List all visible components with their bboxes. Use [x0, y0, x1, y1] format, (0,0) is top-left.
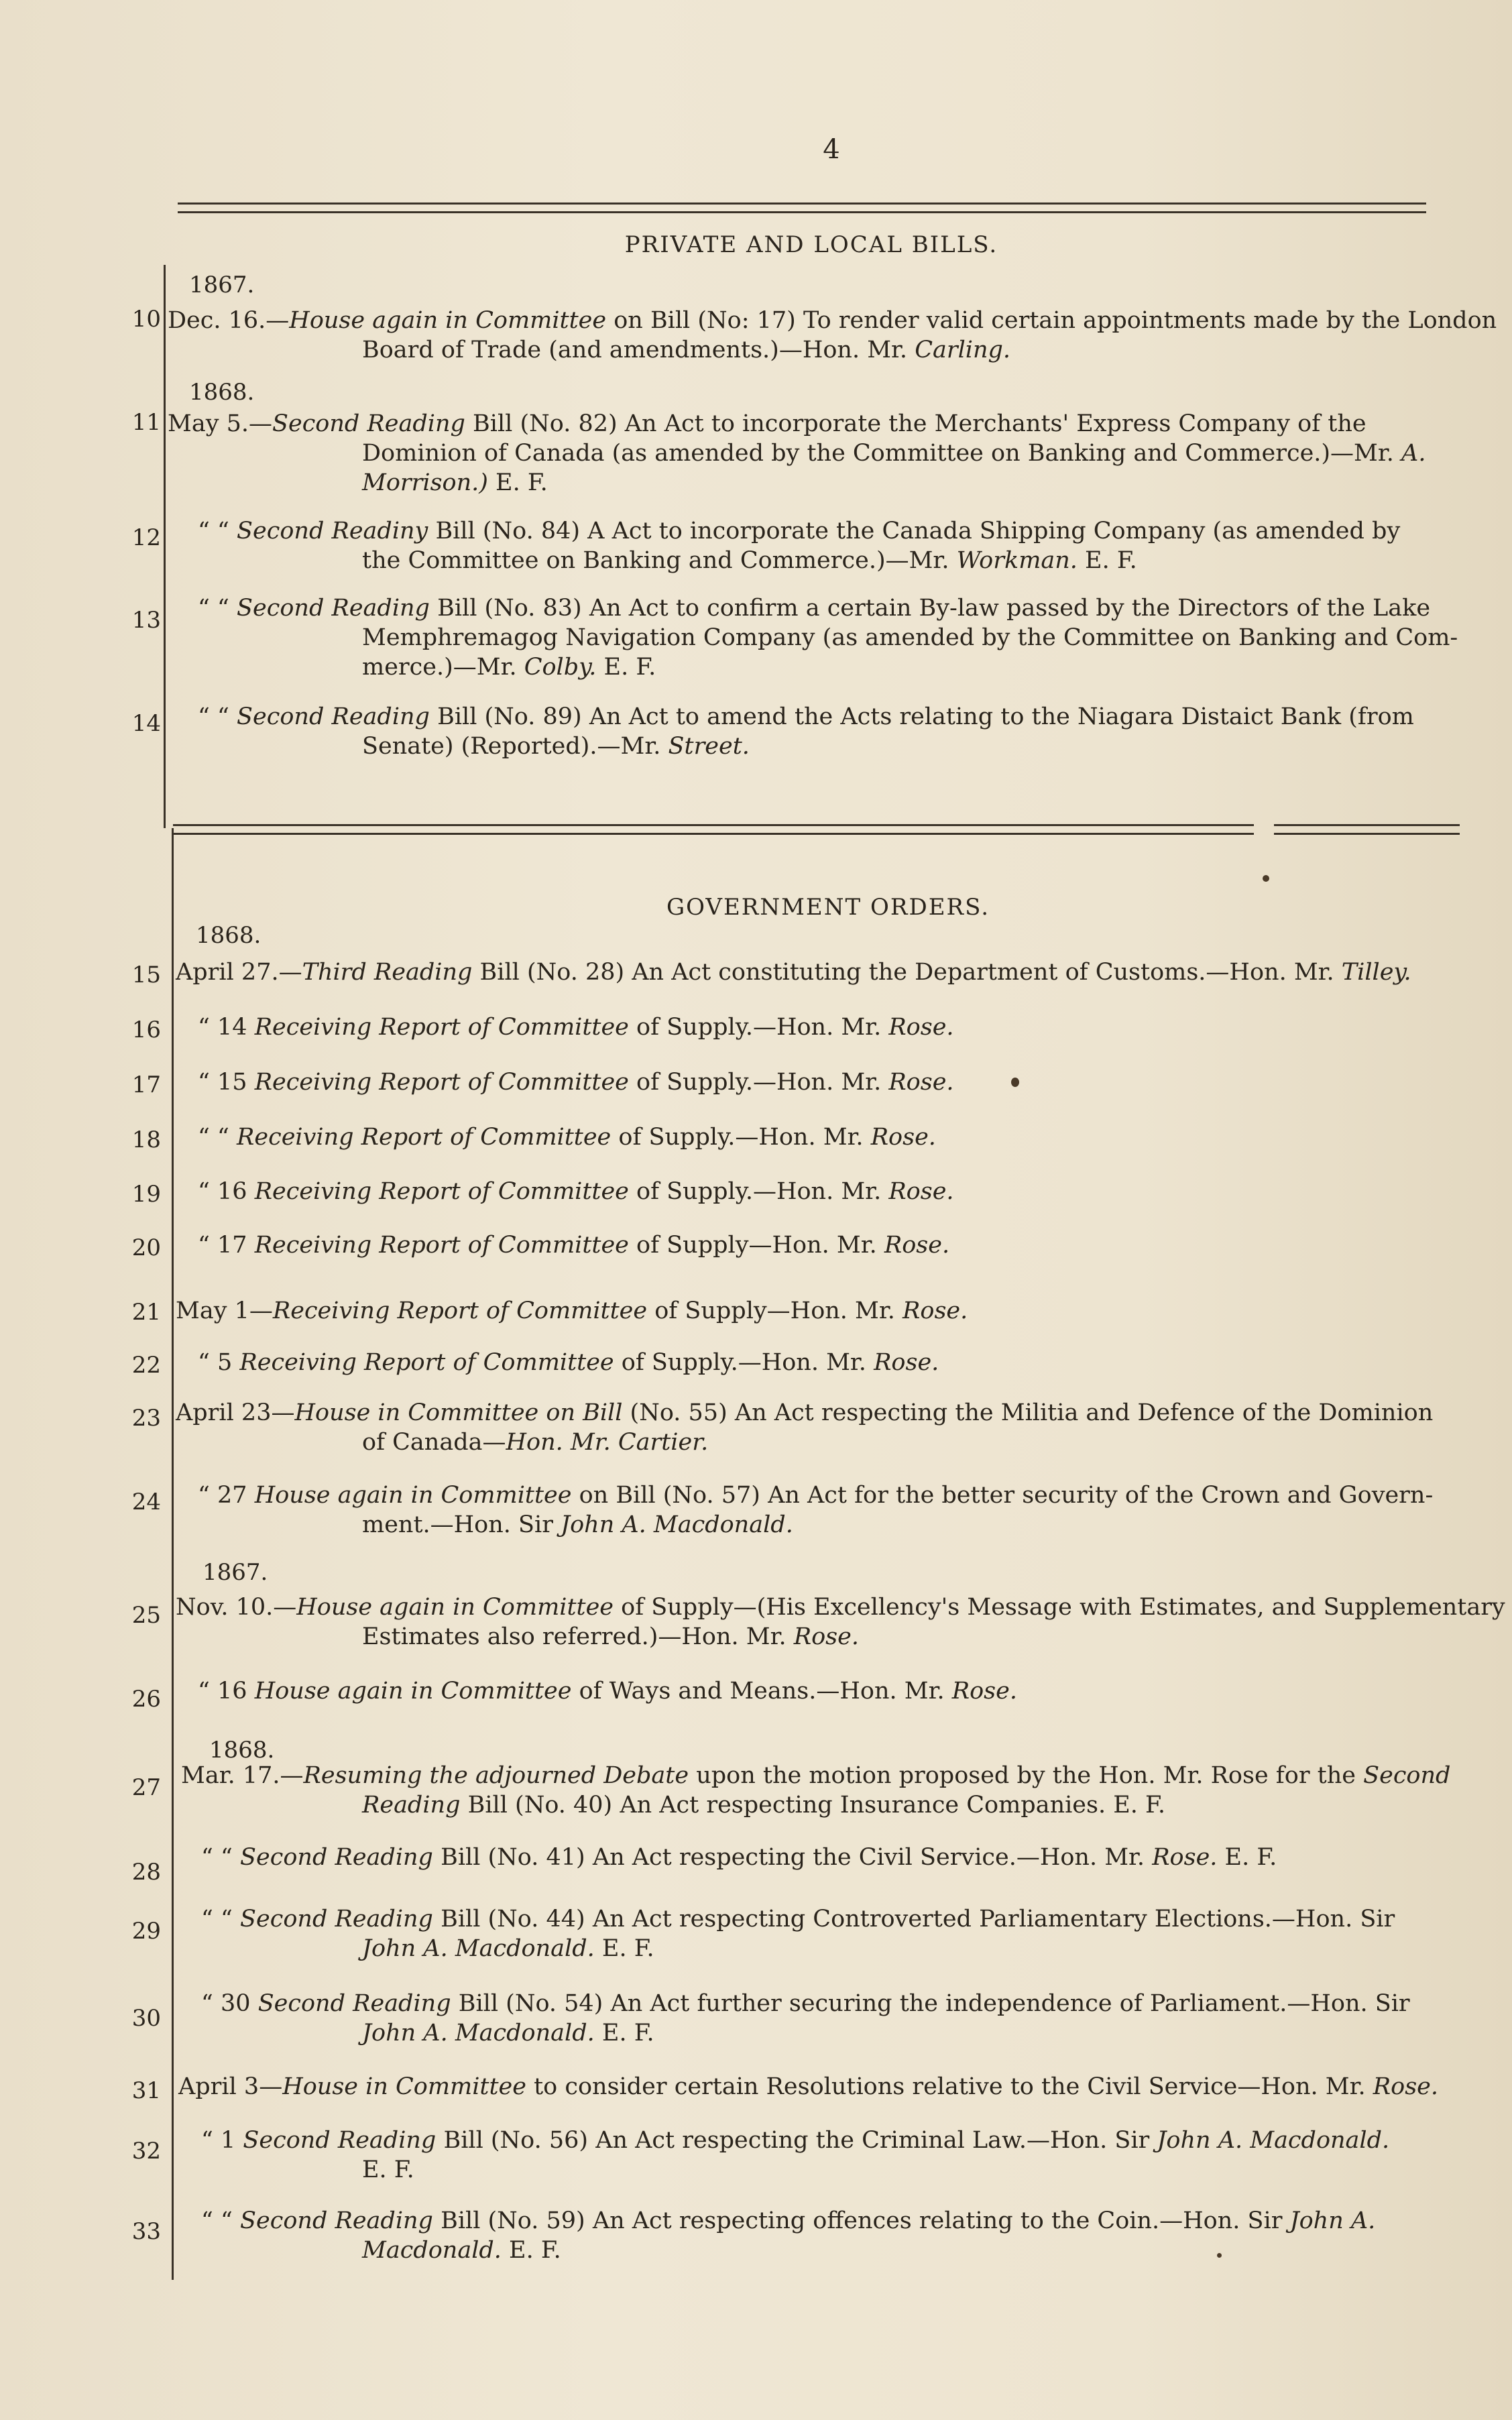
entry-text: Bill (No. 84) A Act to incorporate the Canada Shipping Company (as amended by [428, 518, 1401, 544]
entry-tail: E. F. [594, 2020, 654, 2047]
item-number: 25 [131, 1602, 161, 1629]
entry-date: Dec. 16.— [168, 307, 290, 334]
entry-continuation: merce.)—Mr. [362, 654, 524, 681]
entry-lead: House again in Committee [254, 1678, 572, 1705]
entry-date: “ 14 [198, 1014, 255, 1041]
entry-member: Morrison.) [362, 469, 488, 496]
section-heading-private-bills: PRIVATE AND LOCAL BILLS. [624, 231, 998, 258]
year-label: 1868. [196, 922, 261, 949]
entry-member: Rose. [884, 1232, 950, 1259]
entry-text: of Supply.—Hon. Mr. [628, 1178, 889, 1205]
list-item [131, 1989, 1468, 2048]
item-number: 11 [131, 409, 161, 436]
entry-text: Bill (No. 28) An Act constituting the Department of Customs.—Hon. Mr. [472, 959, 1342, 986]
entry-continuation: Estimates also referred.)—Hon. Mr. [362, 1623, 794, 1650]
entry-text: of Supply.—Hon. Mr. [614, 1349, 874, 1376]
item-number: 22 [131, 1352, 161, 1379]
entry-tail: Bill (No. 40) An Act respecting Insurance Companies. E. F. [460, 1792, 1165, 1819]
entry-member: Rose. [874, 1349, 939, 1376]
entry-text: Bill (No. 56) An Act respecting the Criminal Law.—Hon. Sir [436, 2127, 1157, 2154]
entry-lead: Second Reading [257, 1990, 451, 2017]
entry-date: “ “ [198, 595, 237, 622]
entry-date: “ 5 [198, 1349, 240, 1376]
entry-member: Rose. [888, 1069, 954, 1096]
list-item [131, 1013, 1468, 1043]
item-number: 16 [131, 1017, 161, 1043]
entry-text: of Supply—(His Excellency's Message with Estimates, and Supplementary [614, 1594, 1505, 1621]
section-heading-government-orders: GOVERNMENT ORDERS. [666, 894, 990, 921]
entry-lead: Second Reading [272, 410, 465, 437]
entry-text: Bill (No. 59) An Act respecting offences relating to the Coin.—Hon. Sir [432, 2207, 1290, 2234]
entry-date: “ “ [198, 518, 237, 544]
list-item [131, 1904, 1468, 1963]
entry-lead: Receiving Report of Committee [254, 1014, 629, 1041]
entry-text: of Supply—Hon. Mr. [628, 1232, 884, 1259]
entry-date: Nov. 10.— [176, 1594, 297, 1621]
entry-member: Rose. [870, 1124, 936, 1151]
item-number: 12 [131, 524, 161, 551]
list-item [131, 1593, 1505, 1652]
entry-text: Bill (No. 41) An Act respecting the Civil Service.—Hon. Mr. [432, 1844, 1153, 1871]
entry-date: “ “ [201, 2207, 241, 2234]
entry-date: April 27.— [176, 959, 302, 986]
list-item [131, 2072, 1468, 2104]
entry-date: May 1— [176, 1298, 273, 1324]
item-number: 30 [131, 2005, 161, 2032]
entry-text: Bill (No. 82) An Act to incorporate the Merchants' Express Company of the [465, 410, 1366, 437]
item-number: 20 [131, 1234, 161, 1261]
entry-lead: Second Reading [240, 1906, 433, 1933]
item-number: 13 [131, 607, 161, 634]
item-number: 33 [131, 2218, 161, 2245]
entry-lead: Second Reading [243, 2127, 437, 2154]
entry-date: “ “ [201, 1844, 241, 1871]
list-item [131, 1676, 1468, 1713]
entry-lead: Third Reading [302, 959, 473, 986]
list-item [131, 1230, 1468, 1261]
entry-member: Rose. [903, 1298, 968, 1324]
list-item [131, 306, 1497, 365]
ink-speck [1011, 1078, 1019, 1087]
entry-date: “ 16 [198, 1678, 255, 1705]
item-number: 23 [131, 1405, 161, 1432]
list-item [131, 1398, 1468, 1457]
list-item [131, 2126, 1468, 2185]
entry-member: John A. [1289, 2207, 1376, 2234]
entry-member: Hon. Mr. Cartier. [506, 1429, 709, 1456]
entry-lead: Receiving Report of Committee [272, 1298, 648, 1324]
entry-lead: Receiving Report of Committee [239, 1349, 614, 1376]
entry-text: to consider certain Resolutions relative to the Civil Service—Hon. Mr. [526, 2073, 1373, 2100]
entry-member: Second [1363, 1762, 1451, 1789]
entry-member: John A. Macdonald. [362, 1935, 595, 1962]
entry-date: May 5.— [168, 410, 272, 437]
entry-date: “ 16 [198, 1178, 255, 1205]
entry-date: “ “ [198, 1124, 237, 1151]
list-item [131, 593, 1468, 682]
entry-text: Bill (No. 89) An Act to amend the Acts relating to the Niagara Distaict Bank (from [429, 703, 1414, 730]
entry-text: Bill (No. 44) An Act respecting Controverted Parliamentary Elections.—Hon. Sir [432, 1906, 1395, 1933]
entry-text: of Supply—Hon. Mr. [647, 1298, 903, 1324]
entry-tail: E. F. [487, 469, 548, 496]
entry-text: Bill (No. 54) An Act further securing the independence of Parliament.—Hon. Sir [451, 1990, 1410, 2017]
section-divider-rule [173, 824, 1254, 835]
entry-lead: Second Reading [237, 595, 430, 622]
entry-member: John A. Macdonald. [1157, 2127, 1390, 2154]
list-item [131, 2206, 1468, 2265]
entry-text: Bill (No. 83) An Act to confirm a certain By-law passed by the Directors of the Lake [429, 595, 1431, 622]
year-label: 1867. [202, 1559, 268, 1586]
list-item [131, 1348, 1468, 1379]
entry-lead: Resuming the adjourned Debate [303, 1762, 689, 1789]
entry-lead: Second Reading [237, 703, 430, 730]
entry-member: Rose. [888, 1014, 954, 1041]
item-number: 21 [131, 1299, 161, 1326]
entry-continuation: E. F. [362, 2156, 414, 2183]
entry-date: “ 27 [198, 1482, 255, 1509]
item-number: 27 [131, 1774, 161, 1801]
entry-text: of Ways and Means.—Hon. Mr. [571, 1678, 952, 1705]
entry-date: April 3— [178, 2073, 283, 2100]
entry-member: Macdonald. [362, 2237, 502, 2264]
entry-lead: House again in Committee [296, 1594, 614, 1621]
entry-member: Colby. [524, 654, 597, 681]
item-number: 19 [131, 1181, 161, 1208]
entry-member: John A. Macdonald. [561, 1511, 793, 1538]
list-item [131, 516, 1468, 575]
entry-continuation: ment.—Hon. Sir [362, 1511, 561, 1538]
entry-member: Workman. [956, 547, 1078, 574]
list-item [131, 1843, 1468, 1886]
list-item [131, 409, 1468, 498]
entry-continuation: Memphremagog Navigation Company (as amended by the Committee on Banking and Com- [362, 624, 1458, 651]
item-number: 26 [131, 1686, 161, 1713]
entry-date: “ 30 [201, 1990, 258, 2017]
entry-date: “ 1 [201, 2127, 243, 2154]
left-margin-rule-lower [172, 828, 174, 2280]
entry-lead: Receiving Report of Committee [254, 1232, 629, 1259]
item-number: 18 [131, 1127, 161, 1153]
entry-text: of Supply.—Hon. Mr. [611, 1124, 871, 1151]
item-number: 31 [131, 2077, 161, 2104]
entry-member: Street. [668, 733, 750, 760]
entry-text: on Bill (No. 57) An Act for the better security of the Crown and Govern- [571, 1482, 1434, 1509]
entry-member: Rose. [951, 1678, 1017, 1705]
entry-lead: Receiving Report of Committee [254, 1178, 629, 1205]
entry-tail: E. F. [1217, 1844, 1277, 1871]
list-item [131, 1296, 1468, 1326]
entry-text: of Supply.—Hon. Mr. [628, 1014, 889, 1041]
entry-tail: E. F. [596, 654, 656, 681]
year-label: 1867. [189, 272, 255, 298]
entry-lead: Receiving Report of Committee [254, 1069, 629, 1096]
page-number: 4 [823, 134, 840, 165]
entry-member: A. [1401, 440, 1426, 467]
entry-member: John A. Macdonald. [362, 2020, 595, 2047]
entry-date: “ “ [198, 703, 237, 730]
item-number: 17 [131, 1072, 161, 1098]
entry-member: Carling. [915, 337, 1011, 363]
list-item [131, 958, 1468, 988]
ink-speck [1263, 875, 1269, 882]
entry-continuation: Dominion of Canada (as amended by the Committee on Banking and Commerce.)—Mr. [362, 440, 1402, 467]
entry-member: Rose. [1152, 1844, 1218, 1871]
entry-tail: E. F. [1077, 547, 1137, 574]
entry-continuation: of Canada— [362, 1429, 506, 1456]
entry-date: Mar. 17.— [181, 1762, 304, 1789]
top-double-rule [178, 203, 1426, 213]
entry-lead: Receiving Report of Committee [237, 1124, 612, 1151]
list-item [131, 1177, 1468, 1208]
entry-lead: Second Readiny [237, 518, 428, 544]
entry-lead: House again in Committee [254, 1482, 572, 1509]
item-number: 24 [131, 1489, 161, 1515]
item-number: 32 [131, 2138, 161, 2165]
item-number: 14 [131, 710, 161, 737]
entry-text: of Supply.—Hon. Mr. [628, 1069, 889, 1096]
entry-date: “ 17 [198, 1232, 255, 1259]
entry-lead: Second Reading [240, 2207, 433, 2234]
entry-text: (No. 55) An Act respecting the Militia and Defence of the Dominion [622, 1399, 1434, 1426]
list-item [131, 1068, 1468, 1098]
list-item [131, 1761, 1468, 1820]
entry-lead: Second Reading [240, 1844, 433, 1871]
entry-member: Rose. [888, 1178, 954, 1205]
entry-date: April 23— [176, 1399, 295, 1426]
entry-text: on Bill (No: 17) To render valid certain appointments made by the London [606, 307, 1497, 334]
entry-member: Rose. [1373, 2073, 1438, 2100]
list-item [131, 702, 1468, 761]
entry-date: “ 15 [198, 1069, 255, 1096]
entry-continuation: Board of Trade (and amendments.)—Hon. Mr. [362, 337, 915, 363]
entry-member: Rose. [793, 1623, 859, 1650]
entry-text: upon the motion proposed by the Hon. Mr. Rose for the [689, 1762, 1364, 1789]
item-number: 28 [131, 1859, 161, 1886]
ink-speck [1217, 2253, 1222, 2258]
entry-continuation: Senate) (Reported).—Mr. [362, 733, 668, 760]
item-number: 10 [131, 306, 161, 333]
item-number: 15 [131, 962, 161, 988]
list-item [131, 1481, 1468, 1540]
section-divider-rule-right [1274, 824, 1460, 835]
entry-tail: E. F. [501, 2237, 561, 2264]
entry-lead: House again in Committee [289, 307, 607, 334]
entry-continuation: the Committee on Banking and Commerce.)—Mr. [362, 547, 957, 574]
item-number: 29 [131, 1918, 161, 1945]
entry-lead: House in Committee [282, 2073, 526, 2100]
entry-lead: Reading [362, 1792, 461, 1819]
list-item [131, 1122, 1468, 1153]
year-label: 1868. [189, 379, 255, 406]
entry-lead: House in Committee on Bill [294, 1399, 623, 1426]
entry-tail: E. F. [594, 1935, 654, 1962]
year-label: 1868. [209, 1737, 275, 1764]
entry-date: “ “ [201, 1906, 241, 1933]
entry-member: Tilley. [1341, 959, 1411, 986]
